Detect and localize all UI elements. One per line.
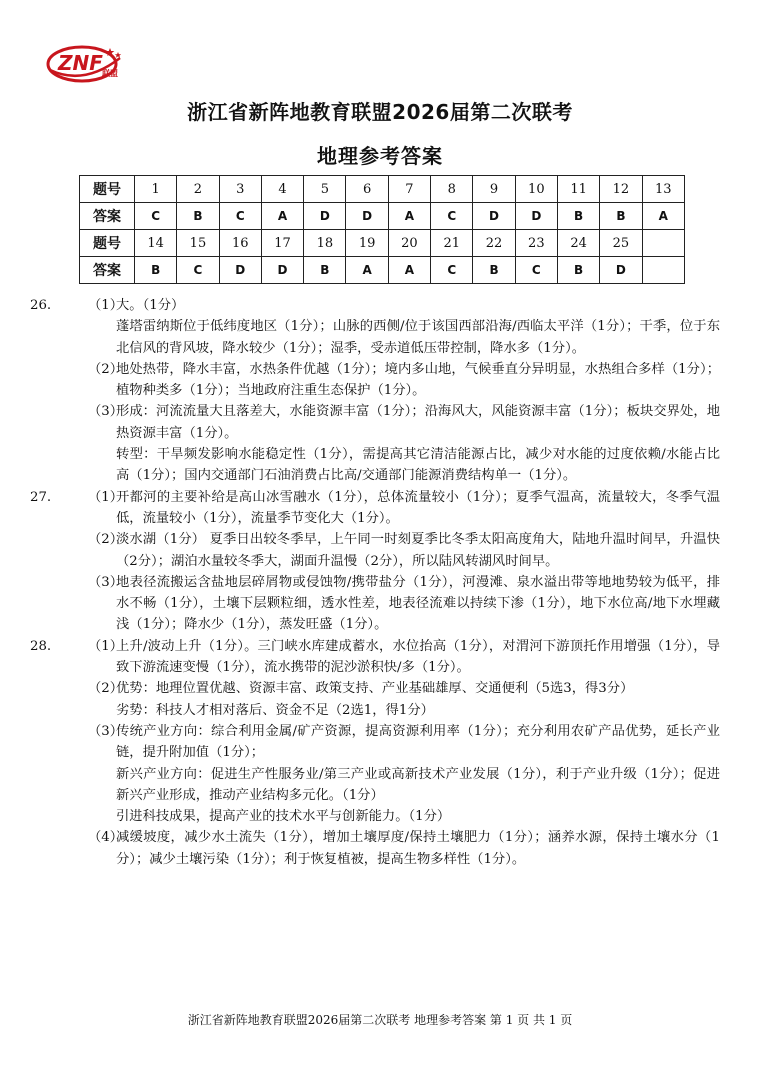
- question-number: 16: [219, 230, 261, 257]
- answer-cell: D: [600, 257, 642, 284]
- answer-text: 地表径流搬运含盐地层碎屑物或侵蚀物/携带盐分（1分），河漫滩、泉水溢出带等地地势较为低平，排水不畅（1分），土壤下层颗粒细，透水性差，地表径流难以持续下渗（1分），地下水位高/地下水埋藏浅（1分）；降水少（1分），蒸发旺盛（1分）。: [116, 574, 720, 633]
- answer-text: 上升/波动上升（1分）。三门峡水库建成蓄水，水位抬高（1分），对渭河下游顶托作用增强（1分），导致下游流速变慢（1分），流水携带的泥沙淤积快/多（1分）。: [116, 638, 720, 676]
- logo-emblem-icon: [44, 40, 128, 86]
- answer-text: 转型：干旱频发影响水能稳定性（1分），需提高其它清洁能源占比，减少对水能的过度依赖/水能占比高（1分）；国内交通部门石油消费占比高/交通部门能源消费结构单一（1分）。: [116, 447, 720, 484]
- question-number: 2: [177, 176, 219, 203]
- table-row-answers-1: [80, 203, 685, 230]
- sub-question-number: （2）: [88, 361, 124, 377]
- answer-text: 新兴产业方向：促进生产性服务业/第三产业或高新技术产业发展（1分），利于产业升级（1分）；促进新兴产业形成，推动产业结构多元化。（1分）: [116, 766, 720, 803]
- question-28: [30, 636, 720, 870]
- sub-question: [88, 401, 720, 486]
- sub-question-number: （3）: [88, 723, 124, 739]
- answer-text: 优势：地理位置优越、资源丰富、政策支持、产业基础雄厚、交通便利（5选3，得3分）: [116, 681, 634, 697]
- sub-question: [88, 636, 720, 679]
- answer-cell: A: [388, 203, 430, 230]
- answer-cell: A: [388, 257, 430, 284]
- answer-text: 地处热带，降水丰富，水热条件优越（1分）；境内多山地，气候垂直分异明显，水热组合多样（1分）；植物种类多（1分）；当地政府注重生态保护（1分）。: [116, 361, 720, 399]
- answer-cell: A: [642, 203, 684, 230]
- answer-cell: D: [515, 203, 557, 230]
- answer-cell: C: [431, 203, 473, 230]
- question-number: 21: [431, 230, 473, 257]
- question-number-label: 28.: [30, 638, 52, 654]
- question-number: 18: [304, 230, 346, 257]
- sub-question: [88, 721, 720, 827]
- answer-content: [30, 295, 720, 870]
- question-number-label: 26.: [30, 298, 52, 313]
- question-number: 9: [473, 176, 515, 203]
- answer-text: 引进科技成果，提高产业的技术水平与创新能力。（1分）: [116, 809, 451, 825]
- question-number: [642, 230, 684, 257]
- question-27: [30, 487, 720, 636]
- answer-cell: C: [135, 203, 177, 230]
- answer-cell: B: [177, 203, 219, 230]
- sub-question: [88, 359, 720, 402]
- sub-question-number: （4）: [88, 830, 124, 846]
- question-number: 15: [177, 230, 219, 257]
- answer-text: 传统产业方向：综合利用金属/矿产资源，提高资源利用率（1分）；充分利用农矿产品优势，延长产业链，提升附加值（1分）；: [116, 723, 720, 761]
- sub-question: [88, 295, 720, 359]
- sub-question: [88, 487, 720, 530]
- question-number: 7: [388, 176, 430, 203]
- answer-cell: C: [431, 257, 473, 284]
- answer-cell: B: [135, 257, 177, 284]
- sub-question: [88, 572, 720, 636]
- answer-text: 淡水湖（1分） 夏季日出较冬季早，上午同一时刻夏季比冬季太阳高度角大，陆地升温时间早，升温快（2分）；湖泊水量较冬季大，湖面升温慢（2分），所以陆风转湖风时间早。: [116, 532, 720, 569]
- row-label: 题号: [80, 176, 135, 203]
- question-number: 19: [346, 230, 388, 257]
- answer-cell: B: [557, 203, 599, 230]
- answer-cell: A: [346, 257, 388, 284]
- answer-cell: B: [473, 257, 515, 284]
- answer-text: 形成：河流流量大且落差大，水能资源丰富（1分）；沿海风大，风能资源丰富（1分）；板块交界处，地热资源丰富（1分）。: [116, 404, 720, 441]
- page-subtitle: 地理参考答案: [317, 144, 443, 168]
- answer-text: 蓬塔雷纳斯位于低纬度地区（1分）；山脉的西侧/位于该国西部沿海/西临太平洋（1分）；干季，位于东北信风的背风坡，降水较少（1分）；湿季，受赤道低压带控制，降水多（1分）。: [116, 319, 720, 356]
- question-number: 13: [642, 176, 684, 203]
- sub-question: [88, 827, 720, 870]
- page-footer: 浙江省新阵地教育联盟2026届第二次联考 地理参考答案 第 1 页 共 1 页: [187, 1013, 573, 1027]
- answer-cell: C: [515, 257, 557, 284]
- question-number: 17: [261, 230, 303, 257]
- sub-question-number: （1）: [88, 489, 124, 505]
- question-number: 22: [473, 230, 515, 257]
- sub-question: [88, 529, 720, 572]
- answer-cell: B: [557, 257, 599, 284]
- answer-text: 减缓坡度，减少水土流失（1分），增加土壤厚度/保持土壤肥力（1分）；涵养水源，保持土壤水分（1分）；减少土壤污染（1分）；利于恢复植被，提高生物多样性（1分）。: [116, 830, 720, 867]
- question-number: 8: [431, 176, 473, 203]
- logo-text: ZNF: [58, 51, 103, 75]
- answer-table: [79, 175, 685, 284]
- table-row-numbers-2: [80, 230, 685, 257]
- sub-question-number: （2）: [88, 532, 124, 548]
- row-label: 答案: [80, 203, 135, 230]
- table-row-numbers-1: [80, 176, 685, 203]
- sub-question-number: （1）: [88, 638, 124, 654]
- question-number: 11: [557, 176, 599, 203]
- answer-cell: B: [304, 257, 346, 284]
- question-number: 20: [388, 230, 430, 257]
- answer-cell: A: [261, 203, 303, 230]
- answer-cell: D: [261, 257, 303, 284]
- answer-cell: D: [473, 203, 515, 230]
- question-number: 10: [515, 176, 557, 203]
- question-number: 3: [219, 176, 261, 203]
- row-label: 题号: [80, 230, 135, 257]
- answer-cell: C: [177, 257, 219, 284]
- question-number-label: 27.: [30, 489, 52, 505]
- sub-question: [88, 678, 720, 721]
- question-number: 23: [515, 230, 557, 257]
- logo: [44, 40, 128, 86]
- logo-subtext: 联盟: [102, 69, 118, 78]
- answer-text: 大。（1分）: [116, 298, 185, 313]
- answer-cell: B: [600, 203, 642, 230]
- question-number: 12: [600, 176, 642, 203]
- table-row-answers-2: [80, 257, 685, 284]
- answer-cell: D: [219, 257, 261, 284]
- sub-question-number: （3）: [88, 574, 124, 590]
- question-number: 5: [304, 176, 346, 203]
- question-number: 14: [135, 230, 177, 257]
- question-number: 6: [346, 176, 388, 203]
- answer-text: 开都河的主要补给是高山冰雪融水（1分），总体流量较小（1分）；夏季气温高，流量较大，冬季气温低，流量较小（1分），流量季节变化大（1分）。: [116, 489, 720, 526]
- row-label: 答案: [80, 257, 135, 284]
- answer-cell: C: [219, 203, 261, 230]
- answer-cell: [642, 257, 684, 284]
- question-number: 1: [135, 176, 177, 203]
- question-26: [30, 295, 720, 487]
- question-number: 4: [261, 176, 303, 203]
- question-number: 25: [600, 230, 642, 257]
- answer-cell: D: [346, 203, 388, 230]
- sub-question-number: （2）: [88, 681, 124, 697]
- question-number: 24: [557, 230, 599, 257]
- page-title: 浙江省新阵地教育联盟2026届第二次联考: [187, 100, 573, 124]
- sub-question-number: （1）: [88, 298, 124, 313]
- answer-cell: D: [304, 203, 346, 230]
- sub-question-number: （3）: [88, 404, 124, 420]
- answer-text: 劣势：科技人才相对落后、资金不足（2选1，得1分）: [116, 702, 434, 718]
